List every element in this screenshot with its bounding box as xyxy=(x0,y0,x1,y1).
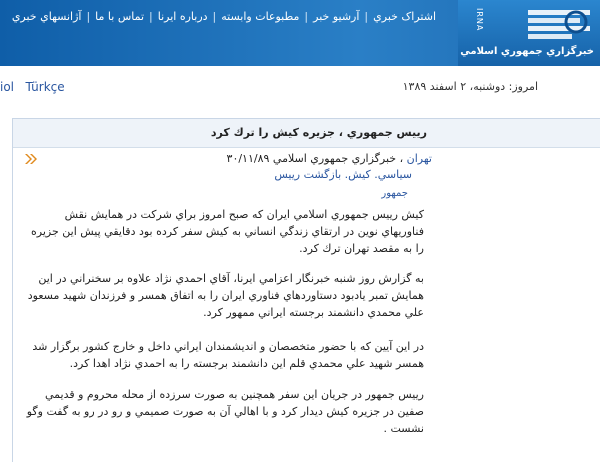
double-chevron-icon xyxy=(24,152,38,166)
article-tags[interactable]: سياسي. كيش. بازگشت رييس xyxy=(274,168,412,181)
language-link-partial[interactable]: iol xyxy=(0,80,15,94)
nav-subscription[interactable]: اشتراک خبري xyxy=(373,9,436,23)
article-title-bar xyxy=(13,119,600,148)
irna-logo-icon xyxy=(526,6,592,46)
article-paragraph-1: كيش رييس جمهوري اسلامي ايران كه صبح امروز براي شركت در همايش نقش فناوريهاي نوين در ارتقاي زندگي انساني به كيش سفر كرده بود دقايقي پيش اين جزيره را به مقصد تهران ترك كرد. xyxy=(31,208,424,255)
article-dateline xyxy=(227,152,432,165)
article-paragraph-2: به گزارش روز شنبه خبرنگار اعزامي ايرنا، آقاي احمدي نژاد علاوه بر سخنراني در اين همايش تمبر يادبود دستاوردهاي فناوري ايران را به اتفاق همسر و فرزندان شهيد مسعود علي محمدي دانشمند برجسته ايراني ممهور كرد. xyxy=(27,272,424,319)
nav-separator: | xyxy=(304,9,309,23)
nav-agencies[interactable]: آژانسهاي خبري xyxy=(11,9,82,23)
article-paragraph-4: رييس جمهور در جريان اين سفر همچنين به صورت سرزده از محله محروم و قديمي صفين در جزيره كيش ديدار كرد و با اهالي آن به صورت صميمي و رو در رو به گفت وگو نشست . xyxy=(26,388,424,435)
dateline-location[interactable]: تهران xyxy=(406,152,432,165)
nav-separator: | xyxy=(212,9,217,23)
language-link-turkce[interactable]: Türkçe xyxy=(25,80,65,94)
top-navbar xyxy=(8,6,440,26)
dateline-agency: ، خبرگزاري جمهوري اسلامي ٣٠/١١/٨٩ xyxy=(226,152,404,165)
site-header xyxy=(0,0,600,66)
nav-contact[interactable]: تماس با ما xyxy=(95,9,145,23)
nav-press[interactable]: مطبوعات وابسته xyxy=(221,9,300,23)
nav-separator: | xyxy=(364,9,369,23)
nav-separator: | xyxy=(149,9,153,23)
article-title: رييس جمهوري ، جزيره كيش را ترك كرد xyxy=(210,126,427,139)
article-source: جمهور xyxy=(381,188,408,199)
logo-vertical-text: IRNA xyxy=(475,8,484,32)
today-date: امروز: دوشنبه، ٢ اسفند ١٣٨٩ xyxy=(402,80,538,93)
logo-caption: خبرگزاري جمهوري اسلامي xyxy=(460,46,594,57)
nav-separator: | xyxy=(86,9,91,23)
article-paragraph-3: در اين آيين كه با حضور متخصصان و انديشمندان ايراني داخل و خارج كشور برگزار شد همسر شهيد علي محمدي قلم اين دانشمند برجسته را به احمدي نژاد اهدا كرد. xyxy=(32,340,424,370)
logo-area[interactable] xyxy=(458,0,600,66)
nav-about[interactable]: درباره ايرنا xyxy=(157,9,208,23)
language-links xyxy=(0,80,65,94)
nav-archive[interactable]: آرشيو خبر xyxy=(313,9,360,23)
